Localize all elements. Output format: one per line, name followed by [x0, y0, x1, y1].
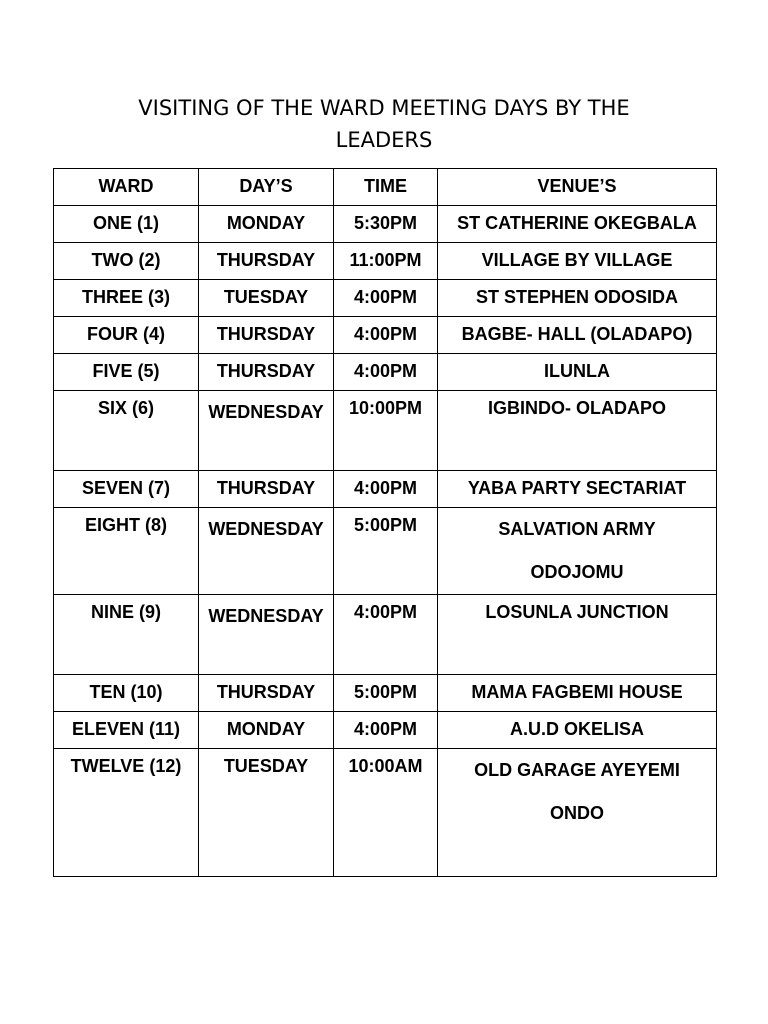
time-cell: 5:00PM	[334, 675, 438, 712]
day-cell: TUESDAY	[199, 280, 334, 317]
venue-cell: SALVATION ARMY ODOJOMU	[438, 508, 717, 595]
table-row	[54, 749, 717, 877]
ward-cell: EIGHT (8)	[54, 508, 199, 595]
day-cell: THURSDAY	[199, 243, 334, 280]
venue-cell: ST STEPHEN ODOSIDA	[438, 280, 717, 317]
header-day: DAY’S	[199, 169, 334, 206]
venue-cell: LOSUNLA JUNCTION	[438, 595, 717, 675]
time-cell: 5:30PM	[334, 206, 438, 243]
ward-cell: NINE (9)	[54, 595, 199, 675]
venue-cell: OLD GARAGE AYEYEMI ONDO	[438, 749, 717, 877]
table-row	[54, 471, 717, 508]
ward-cell: TWELVE (12)	[54, 749, 199, 877]
day-cell: WEDNESDAY	[199, 391, 334, 471]
time-cell: 10:00AM	[334, 749, 438, 877]
venue-cell: MAMA FAGBEMI HOUSE	[438, 675, 717, 712]
day-cell: THURSDAY	[199, 471, 334, 508]
table-row	[54, 317, 717, 354]
day-cell: MONDAY	[199, 712, 334, 749]
ward-cell: SEVEN (7)	[54, 471, 199, 508]
ward-cell: ELEVEN (11)	[54, 712, 199, 749]
table-row	[54, 206, 717, 243]
time-cell: 4:00PM	[334, 712, 438, 749]
ward-cell: FOUR (4)	[54, 317, 199, 354]
ward-meeting-table	[53, 168, 717, 877]
venue-cell: YABA PARTY SECTARIAT	[438, 471, 717, 508]
time-cell: 4:00PM	[334, 354, 438, 391]
ward-cell: TWO (2)	[54, 243, 199, 280]
time-cell: 5:00PM	[334, 508, 438, 595]
time-cell: 11:00PM	[334, 243, 438, 280]
table-row	[54, 280, 717, 317]
ward-cell: THREE (3)	[54, 280, 199, 317]
day-cell: WEDNESDAY	[199, 508, 334, 595]
day-cell: TUESDAY	[199, 749, 334, 877]
time-cell: 4:00PM	[334, 471, 438, 508]
venue-cell: A.U.D OKELISA	[438, 712, 717, 749]
ward-cell: ONE (1)	[54, 206, 199, 243]
table-header-row	[54, 169, 717, 206]
header-venue: VENUE’S	[438, 169, 717, 206]
title-line-2: LEADERS	[335, 128, 433, 152]
table-row	[54, 243, 717, 280]
venue-cell: ST CATHERINE OKEGBALA	[438, 206, 717, 243]
day-cell: MONDAY	[199, 206, 334, 243]
day-cell: THURSDAY	[199, 317, 334, 354]
header-ward: WARD	[54, 169, 199, 206]
venue-cell: ILUNLA	[438, 354, 717, 391]
day-cell: THURSDAY	[199, 675, 334, 712]
table-row	[54, 391, 717, 471]
table-row	[54, 675, 717, 712]
header-time: TIME	[334, 169, 438, 206]
venue-cell: VILLAGE BY VILLAGE	[438, 243, 717, 280]
day-cell: THURSDAY	[199, 354, 334, 391]
table-row	[54, 508, 717, 595]
time-cell: 10:00PM	[334, 391, 438, 471]
title-line-1: VISITING OF THE WARD MEETING DAYS BY THE	[138, 96, 630, 120]
day-cell: WEDNESDAY	[199, 595, 334, 675]
table-row	[54, 354, 717, 391]
time-cell: 4:00PM	[334, 317, 438, 354]
time-cell: 4:00PM	[334, 595, 438, 675]
document-title	[60, 92, 708, 156]
time-cell: 4:00PM	[334, 280, 438, 317]
venue-cell: IGBINDO- OLADAPO	[438, 391, 717, 471]
ward-cell: FIVE (5)	[54, 354, 199, 391]
ward-cell: TEN (10)	[54, 675, 199, 712]
ward-cell: SIX (6)	[54, 391, 199, 471]
table-row	[54, 712, 717, 749]
venue-cell: BAGBE- HALL (OLADAPO)	[438, 317, 717, 354]
table-row	[54, 595, 717, 675]
